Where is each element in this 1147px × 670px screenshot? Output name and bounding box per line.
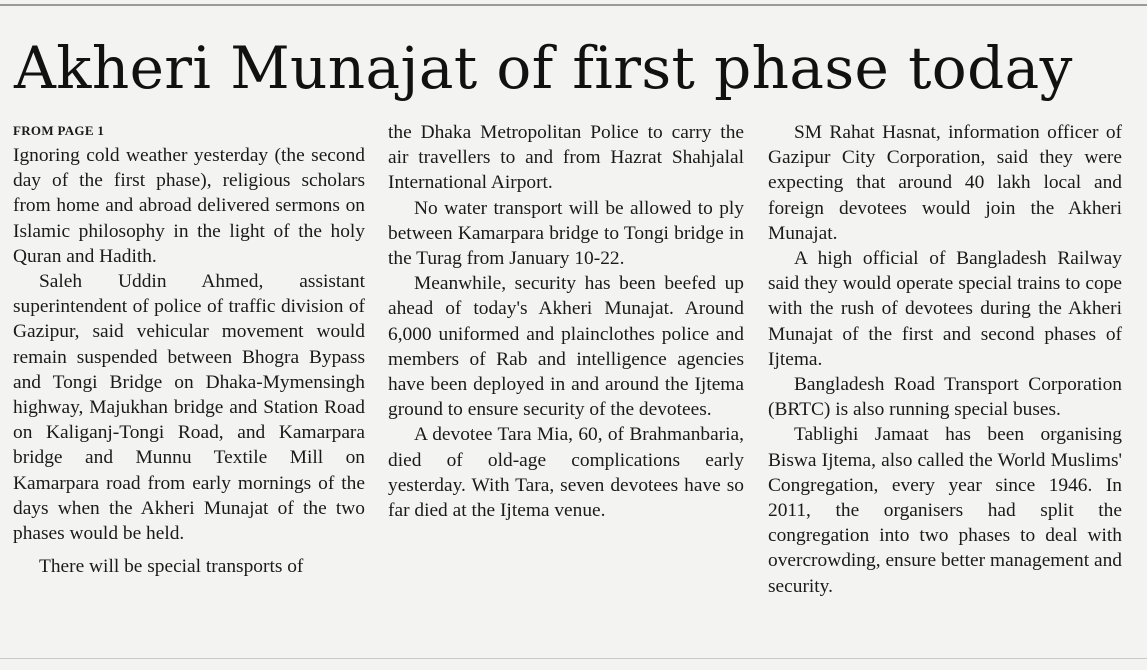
paragraph: A devotee Tara Mia, 60, of Brahmanbaria, died of old-age complications early yesterday. With Tara, seven devotees have so far died at the Ijtema venue.	[388, 424, 744, 522]
article-column-2	[388, 120, 744, 523]
paragraph: Tablighi Jamaat has been organising Biswa Ijtema, also called the World Muslims' Congregation, every year since 1946. In 2011, the organisers had split the congregation into two phases to deal with overcrowding, ensure better management and security.	[768, 424, 1122, 597]
article-column-3	[768, 120, 1122, 599]
paragraph: Bangladesh Road Transport Corporation (BRTC) is also running special buses.	[768, 374, 1122, 421]
top-rule	[0, 4, 1147, 6]
paragraph: No water transport will be allowed to ply between Kamarpara bridge to Tongi bridge in the Turag from January 10-22.	[388, 197, 744, 270]
headline: Akheri Munajat of first phase today	[14, 34, 1073, 102]
paragraph: There will be special transports of	[39, 556, 304, 578]
paragraph: Saleh Uddin Ahmed, assistant superintendent of police of traffic division of Gazipur, said vehicular movement would remain suspended between Bhogra Bypass and Tongi Bridge on Dhaka-Mymensingh highway, Majukhan bridge and Station Road on Kaliganj-Tongi Road, and Kamarpara bridge and Munnu Textile Mill on Kamarpara road from early mornings of the days when the Akheri Munajat of the two phases would be held.	[13, 271, 365, 545]
kicker: FROM PAGE 1	[13, 123, 105, 138]
article-column-1	[13, 120, 365, 579]
paragraph: Meanwhile, security has been beefed up ahead of today's Akheri Munajat. Around 6,000 uniformed and plainclothes police and members of Rab and intelligence agencies have been deployed in and around the Ijtema ground to ensure security of the devotees.	[388, 273, 744, 421]
paragraph: A high official of Bangladesh Railway said they would operate special trains to cope with the rush of devotees during the Akheri Munajat of the first and second phases of Ijtema.	[768, 248, 1122, 370]
paragraph: Ignoring cold weather yesterday (the second day of the first phase), religious scholars from home and abroad delivered sermons on Islamic philosophy in the light of the holy Quran and Hadith.	[13, 145, 365, 267]
bottom-rule	[0, 658, 1147, 659]
paragraph: SM Rahat Hasnat, information officer of Gazipur City Corporation, said they were expecting that around 40 lakh local and foreign devotees would join the Akheri Munajat.	[768, 122, 1122, 244]
paragraph: the Dhaka Metropolitan Police to carry the air travellers to and from Hazrat Shahjalal International Airport.	[388, 122, 744, 194]
